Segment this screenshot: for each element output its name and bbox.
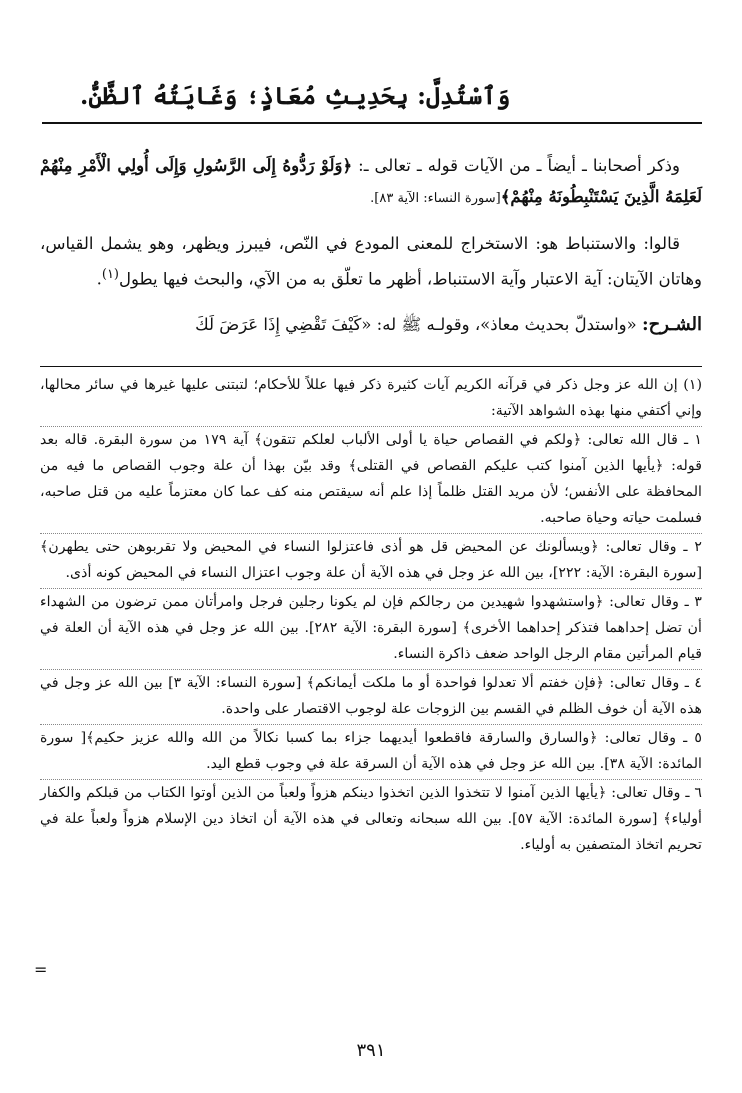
- paragraph-intro: وذكر أصحابنا ـ أيضاً ـ من الآيات قوله ـ تعالى ـ:: [352, 156, 680, 175]
- paragraph-verse-quote: [40, 150, 702, 214]
- verse-reference: [سورة النساء: الآية ٨٣].: [370, 191, 501, 206]
- header-title: وَٱسْتُدِلَّ: بِحَدِيثِ مُعَاذٍ؛ وَغَايَتُهُ ٱلظَّنُّ.: [80, 81, 511, 110]
- footnote-item-4: ٤ ـ وقال تعالى: ﴿فإن خفتم ألا تعدلوا فواحدة أو ما ملكت أيمانكم﴾ [سورة النساء: الآية ٣] بين الله عز وجل في هذه الآية أن خوف الظلم في القسم بين الزوجات علة لوجوب الاقتصار على واحدة.: [40, 675, 702, 717]
- footnote-item-1: ١ ـ قال الله تعالى: ﴿ولكم في القصاص حياة يا أولى الألباب لعلكم تتقون﴾ آية ١٧٩ من سورة البقرة. قاله بعد قوله: ﴿يأيها الذين آمنوا كتب عليكم القصاص في القتلى﴾ وقد بيّن بهذا أن علة وجوب القصاص ما فيه من المحافظة على الأنفس؛ لأن مريد القتل ظلماً إذا علم أنه سيقتص منه كف عما كان معتزماً عليه من قتل صاحبه، فسلمت حياته وحياة صاحبه.: [40, 432, 702, 526]
- footnote-item-6: ٦ ـ وقال تعالى: ﴿يأيها الذين آمنوا لا تتخذوا الذين اتخذوا دينكم هزواً ولعباً من الذين أوتوا الكتاب من قبلكم والكفار أولياء﴾ [سورة المائدة: الآية ٥٧]. بين الله سبحانه وتعالى في هذه الآية أن اتخاذ دين الإسلام هزواً ولعباً علة في تحريم اتخاذ المتصفين به أولياء.: [40, 785, 702, 853]
- footnote-item-2: ٢ ـ وقال تعالى: ﴿ويسألونك عن المحيض قل هو أذى فاعتزلوا النساء في المحيض ولا تقربوهن حتى يطهرن﴾[سورة البقرة: الآية: ٢٢٢]، بين الله عز وجل في هذه الآية أن علة وجوب اعتزال النساء في المحيض كونه أذى.: [40, 539, 702, 581]
- page-number: ٣٩١: [356, 1040, 386, 1061]
- paragraph-istinbat: [40, 228, 702, 295]
- footnote-item-3: ٣ ـ وقال تعالى: ﴿واستشهدوا شهيدين من رجالكم فإن لم يكونا رجلين فرجل وامرأتان ممن ترضون من الشهداء أن تضل إحداهما فتذكر إحداهما الأخرى﴾ [سورة البقرة: الآية ٢٨٢]. بين الله عز وجل في هذه الآية أن العلة في قيام المرأتين مقام الرجل الواحد ضعف ذاكرة النساء.: [40, 594, 702, 662]
- quran-verse: ﴿وَلَوْ رَدُّوهُ إِلَى الرَّسُولِ وَإِلَى أُولِي الْأَمْرِ مِنْهُمْ لَعَلِمَهُ الَّذِينَ يَسْتَنْبِطُونَهُ مِنْهُمْ﴾: [40, 156, 702, 206]
- main-text: [40, 150, 702, 354]
- sharh-line: [40, 309, 702, 340]
- sharh-label: الشـرح:: [641, 313, 702, 335]
- paragraph-text: قالوا: والاستنباط هو: الاستخراج للمعنى المودع في النّص، فيبرز ويظهر، وهو يشمل القياس، وهاتان الآيتان: آية الاعتبار وآية الاستنباط، أظهر ما تعلّق به من الآي، والبحث فيها يطول: [40, 234, 702, 289]
- footnote-item-5: ٥ ـ وقال تعالى: ﴿والسارق والسارقة فاقطعوا أيديهما جزاء بما كسبا نكالاً من الله والله عزيز حكيم﴾[ سورة المائدة: الآية ٣٨]. بين الله عز وجل في هذه الآية أن السرقة علة في وجوب قطع اليد.: [40, 730, 702, 772]
- footnote-marker[interactable]: (١): [101, 267, 119, 282]
- footnotes: [40, 372, 702, 858]
- footnote-intro: (١) إن الله عز وجل ذكر في قرآنه الكريم آيات كثيرة ذكر فيها عللاً للأحكام؛ لتبتنى عليها غيرها في سائر محالها، وإني أكتفي منها بهذه الشواهد الآتية:: [40, 377, 702, 419]
- sharh-text: «واستدلّ بحديث معاذ»، وقولـه ﷺ له: «كَيْفَ تَقْضِي إِذَا عَرَضَ لَكَ: [195, 314, 642, 334]
- page-header: [80, 82, 702, 110]
- header-rule: [42, 122, 702, 124]
- continuation-mark: =: [34, 960, 48, 979]
- paragraph-end: .: [96, 269, 102, 289]
- footnote-rule: [40, 366, 702, 367]
